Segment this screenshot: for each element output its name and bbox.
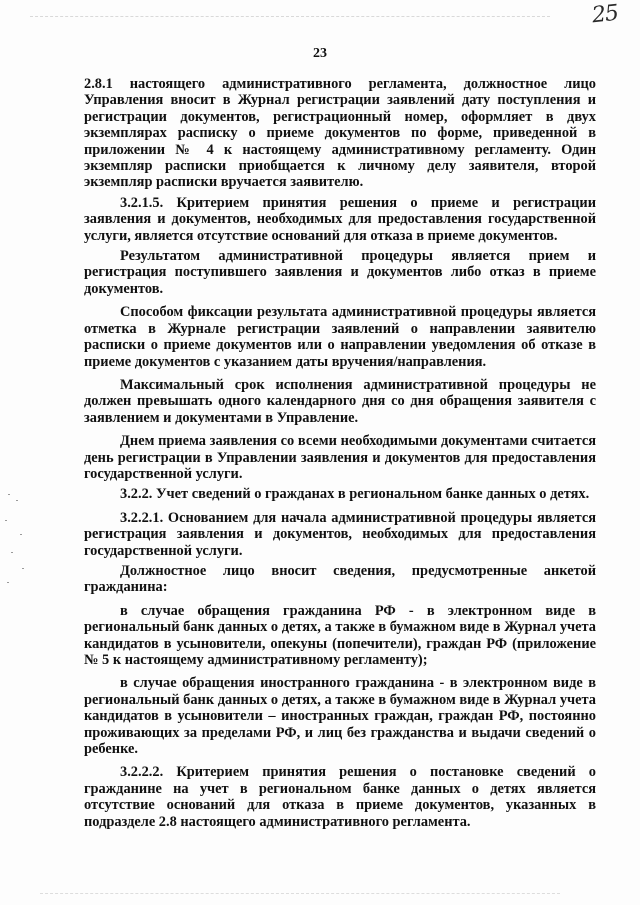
section-heading: 3.2.2. Учет сведений о гражданах в региональном банке данных о детях. [120,486,590,503]
paragraph: Максимальный срок исполнения административной процедуры не должен превышать одного календарного дня со дня обращения заявителя с заявлением и документами в Управление. [84,376,596,426]
scan-artifact-line [30,16,550,17]
paragraph: Должностное лицо вносит сведения, предусмотренные анкетой гражданина: [84,562,596,596]
paragraph: 3.2.1.5. Критерием принятия решения о приеме и регистрации заявления и документов, необходимых для предоставления государственной услуги, является отсутствие оснований для отказа в приеме документов. [84,194,596,244]
paragraph: 3.2.2.2. Критерием принятия решения о постановке сведений о гражданине на учет в региональном банке данных о детях является отсутствие оснований для отказа в приеме документов, указанных в подразделе 2.8 настоящего административного регламента. [84,764,596,830]
paragraph: Способом фиксации результата административной процедуры является отметка в Журнале регистрации заявлений о направлении заявителю расписки о приеме документов или о направлении уведомления об отказе в приеме документов с указанием даты вручения/направления. [84,304,596,370]
paragraph: 3.2.2.1. Основанием для начала административной процедуры является регистрация заявления и документов, необходимых для предоставления государственной услуги. [84,509,596,559]
list-item: в случае обращения иностранного гражданина - в электронном виде в региональный банк данных о детях, а также в бумажном виде в Журнал учета кандидатов в усыновители – иностранных граждан, граждан РФ, постоянно проживающих за пределами РФ, и лиц без гражданства и выдачи сведений о ребенке. [84,675,596,758]
scan-artifact-specks [2,490,32,600]
document-body [84,76,596,830]
paragraph: Результатом административной процедуры является прием и регистрация поступившего заявления и документов либо отказ в приеме документов. [84,248,596,297]
paragraph: Днем приема заявления со всеми необходимыми документами считается день регистрации в Управлении заявления и документов для предоставления государственной услуги. [84,433,596,482]
list-item: в случае обращения гражданина РФ - в электронном виде в региональный банк данных о детях, а также в бумажном виде в Журнал учета кандидатов в усыновители, опекуны (попечители), граждан РФ (приложение № 5 к настоящему административному регламенту); [84,602,596,668]
scan-artifact-line [40,893,560,894]
handwritten-page-number: 25 [590,0,620,29]
page-number: 23 [313,46,327,61]
paragraph: 2.8.1 настоящего административного регламента, должностное лицо Управления вносит в Журнал регистрации заявлений дату поступления и регистрации документов, регистрационный номер, оформляет в двух экземплярах расписку о приеме документов по форме, приведенной в приложении № 4 к настоящему административному регламенту. Один экземпляр расписки приобщается к личному делу заявителя, второй экземпляр расписки вручается заявителю. [84,76,596,191]
